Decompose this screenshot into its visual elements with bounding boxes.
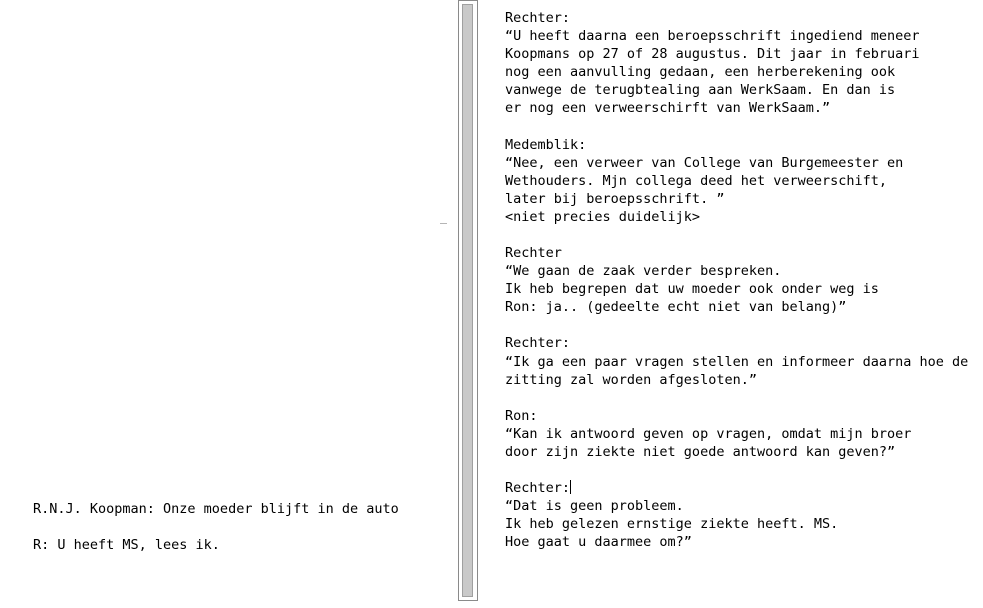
vertical-scrollbar-thumb[interactable]	[462, 4, 473, 597]
transcript-line: <niet precies duidelijk>	[505, 208, 701, 225]
speaker-label: Rechter	[505, 245, 562, 262]
transcript-line: later bij beroepsschrift. ”	[505, 190, 725, 207]
transcript-text[interactable]	[505, 9, 975, 599]
transcript-line: zitting zal worden afgesloten.”	[505, 371, 757, 388]
transcript-block	[505, 136, 975, 226]
transcript-block	[505, 9, 975, 118]
transcript-line: Ik heb gelezen ernstige ziekte heeft. MS.	[505, 516, 839, 533]
transcript-line: “Nee, een verweer van College van Burgemeester en	[505, 154, 904, 171]
speaker-label: Rechter:	[505, 10, 571, 26]
transcript-line: er nog een verweerschirft van WerkSaam.”	[505, 100, 831, 117]
transcript-line: nog een aanvulling gedaan, een herberekening ook	[505, 64, 896, 81]
transcript-block	[505, 407, 975, 461]
left-text-column	[0, 0, 450, 608]
transcript-line: “Dat is geen probleem.	[505, 498, 684, 515]
transcript-line: vanwege de terugbtealing aan WerkSaam. En dan is	[505, 82, 896, 99]
left-line: R.N.J. Koopman: Onze moeder blijft in de auto	[33, 501, 399, 517]
transcript-line: Ron: ja.. (gedeelte echt niet van belang)”	[505, 299, 847, 316]
transcript-line: “Ik ga een paar vragen stellen en informeer daarna hoe de	[505, 353, 969, 370]
speaker-label: Ron:	[505, 407, 538, 424]
speaker-label: Rechter:	[505, 335, 571, 352]
transcript-block	[505, 334, 975, 388]
left-line: R: U heeft MS, lees ik.	[33, 537, 220, 553]
divider-tick	[440, 223, 447, 224]
speaker-label: Medemblik:	[505, 136, 587, 153]
text-cursor	[570, 480, 571, 494]
transcript-line: Wethouders. Mjn collega deed het verweerschift,	[505, 172, 888, 189]
transcript-line: Koopmans op 27 of 28 augustus. Dit jaar in februari	[505, 46, 920, 63]
transcript-line: “U heeft daarna een beroepsschrift ingediend meneer	[505, 28, 920, 45]
speaker-label: Rechter:	[505, 479, 571, 496]
transcript-line: door zijn ziekte niet goede antwoord kan geven?”	[505, 443, 896, 460]
transcript-line: “We gaan de zaak verder bespreken.	[505, 263, 782, 280]
transcript-line: “Kan ik antwoord geven op vragen, omdat mijn broer	[505, 425, 912, 442]
transcript-line: Hoe gaat u daarmee om?”	[505, 534, 692, 551]
transcript-block	[505, 479, 975, 551]
transcript-block	[505, 244, 975, 316]
transcript-line: Ik heb begrepen dat uw moeder ook onder weg is	[505, 281, 879, 298]
